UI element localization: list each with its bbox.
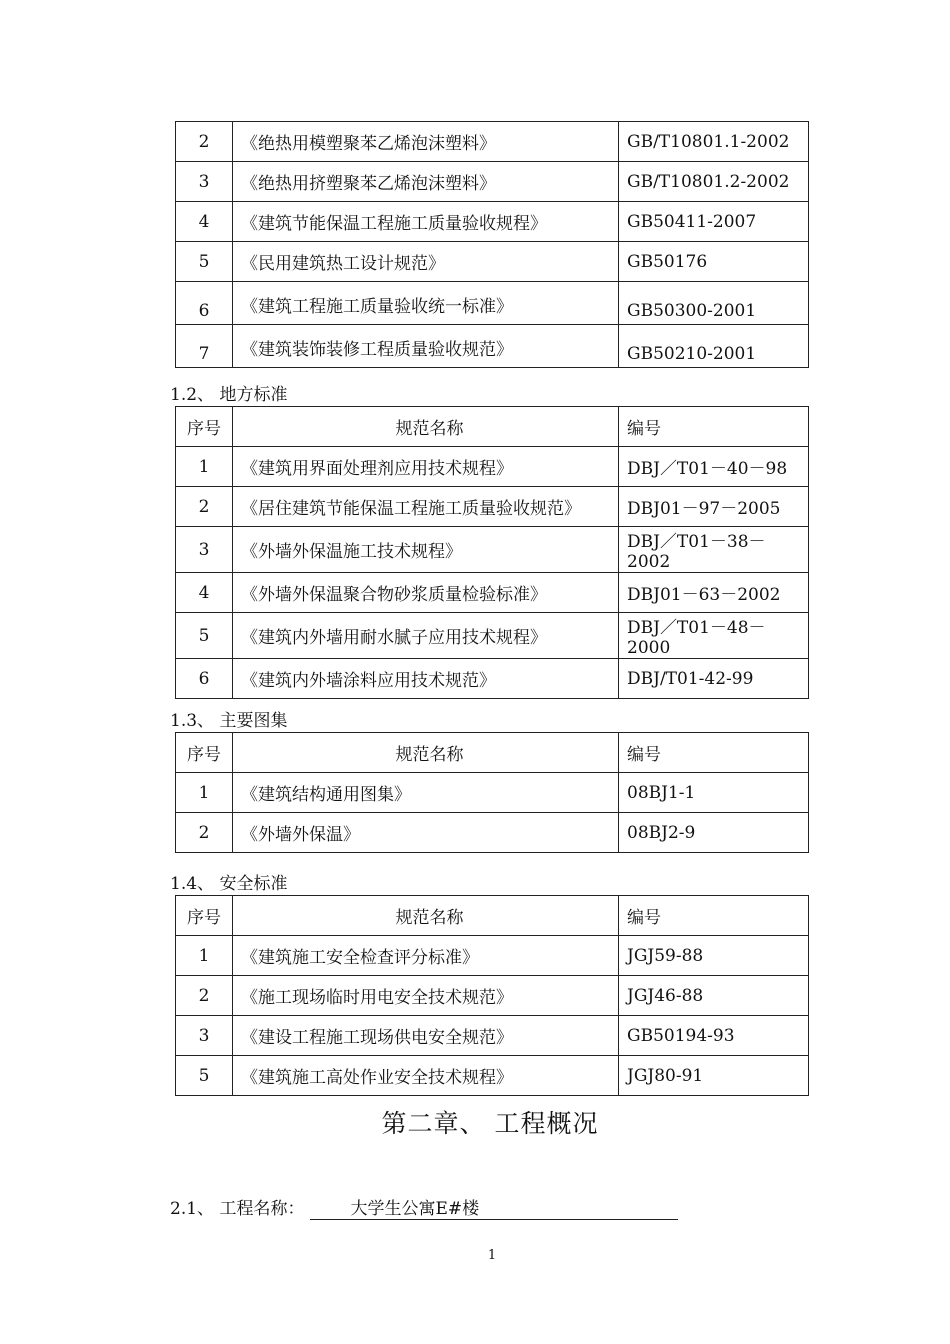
row-number: 6 bbox=[176, 659, 233, 699]
row-number: 5 bbox=[176, 613, 233, 659]
standard-code: JGJ59-88 bbox=[619, 936, 809, 976]
standard-name: 《外墙外保温》 bbox=[233, 813, 619, 853]
standard-code: DBJ／T01－48－2000 bbox=[619, 613, 809, 659]
row-number: 2 bbox=[176, 122, 233, 162]
table-row bbox=[176, 162, 809, 202]
table-row bbox=[176, 659, 809, 699]
section-heading-main-atlas: 1.3、 主要图集 bbox=[170, 711, 288, 731]
standard-name: 《建筑结构通用图集》 bbox=[233, 773, 619, 813]
table-row bbox=[176, 487, 809, 527]
standard-code: DBJ01－97－2005 bbox=[619, 487, 809, 527]
header-code: 编号 bbox=[619, 407, 809, 447]
national-standards-table bbox=[175, 121, 809, 368]
table-row bbox=[176, 936, 809, 976]
header-code: 编号 bbox=[619, 896, 809, 936]
row-number: 1 bbox=[176, 773, 233, 813]
header-number: 序号 bbox=[176, 896, 233, 936]
row-number: 5 bbox=[176, 242, 233, 282]
standard-name: 《外墙外保温施工技术规程》 bbox=[233, 527, 619, 573]
header-name: 规范名称 bbox=[233, 896, 619, 936]
row-number: 7 bbox=[176, 325, 233, 368]
standard-name: 《建筑工程施工质量验收统一标准》 bbox=[233, 282, 619, 325]
header-code: 编号 bbox=[619, 733, 809, 773]
standard-name: 《建筑节能保温工程施工质量验收规程》 bbox=[233, 202, 619, 242]
header-number: 序号 bbox=[176, 407, 233, 447]
section-heading-safety-standards: 1.4、 安全标准 bbox=[170, 874, 288, 894]
project-name-label: 2.1、 工程名称： bbox=[170, 1199, 305, 1219]
standard-code: GB50210-2001 bbox=[619, 325, 809, 368]
table-row bbox=[176, 325, 809, 368]
table-row bbox=[176, 613, 809, 659]
standard-code: 08BJ2-9 bbox=[619, 813, 809, 853]
safety-standards-table bbox=[175, 895, 809, 1096]
table-row bbox=[176, 122, 809, 162]
row-number: 3 bbox=[176, 162, 233, 202]
table-row bbox=[176, 447, 809, 487]
standard-code: 08BJ1-1 bbox=[619, 773, 809, 813]
row-number: 2 bbox=[176, 976, 233, 1016]
standard-code: DBJ／T01－40－98 bbox=[619, 447, 809, 487]
table-row bbox=[176, 573, 809, 613]
standard-code: GB50194-93 bbox=[619, 1016, 809, 1056]
table-header-row bbox=[176, 407, 809, 447]
standard-name: 《建筑装饰装修工程质量验收规范》 bbox=[233, 325, 619, 368]
standard-name: 《施工现场临时用电安全技术规范》 bbox=[233, 976, 619, 1016]
row-number: 1 bbox=[176, 936, 233, 976]
page-number: 1 bbox=[487, 1248, 497, 1263]
standard-name: 《建筑用界面处理剂应用技术规程》 bbox=[233, 447, 619, 487]
row-number: 3 bbox=[176, 1016, 233, 1056]
standard-name: 《外墙外保温聚合物砂浆质量检验标准》 bbox=[233, 573, 619, 613]
table-row bbox=[176, 202, 809, 242]
standard-name: 《绝热用挤塑聚苯乙烯泡沫塑料》 bbox=[233, 162, 619, 202]
standard-name: 《居住建筑节能保温工程施工质量验收规范》 bbox=[233, 487, 619, 527]
table-row bbox=[176, 1016, 809, 1056]
standard-code: GB50411-2007 bbox=[619, 202, 809, 242]
row-number: 6 bbox=[176, 282, 233, 325]
project-name-line bbox=[170, 1194, 678, 1220]
header-name: 规范名称 bbox=[233, 407, 619, 447]
standard-code: GB50300-2001 bbox=[619, 282, 809, 325]
standard-code: JGJ46-88 bbox=[619, 976, 809, 1016]
table-row bbox=[176, 527, 809, 573]
table-row bbox=[176, 242, 809, 282]
section-heading-local-standards: 1.2、 地方标准 bbox=[170, 385, 288, 405]
standard-code: GB/T10801.1-2002 bbox=[619, 122, 809, 162]
project-name-value: 大学生公寓E#楼 bbox=[310, 1194, 678, 1220]
row-number: 3 bbox=[176, 527, 233, 573]
header-number: 序号 bbox=[176, 733, 233, 773]
standard-name: 《建筑施工高处作业安全技术规程》 bbox=[233, 1056, 619, 1096]
row-number: 2 bbox=[176, 487, 233, 527]
standard-name: 《建筑内外墙用耐水腻子应用技术规程》 bbox=[233, 613, 619, 659]
table-row bbox=[176, 282, 809, 325]
standard-code: JGJ80-91 bbox=[619, 1056, 809, 1096]
standard-name: 《建筑内外墙涂料应用技术规范》 bbox=[233, 659, 619, 699]
table-header-row bbox=[176, 733, 809, 773]
standard-code: GB/T10801.2-2002 bbox=[619, 162, 809, 202]
standard-name: 《绝热用模塑聚苯乙烯泡沫塑料》 bbox=[233, 122, 619, 162]
standard-code: GB50176 bbox=[619, 242, 809, 282]
standard-name: 《民用建筑热工设计规范》 bbox=[233, 242, 619, 282]
standard-code: DBJ01－63－2002 bbox=[619, 573, 809, 613]
table-row bbox=[176, 976, 809, 1016]
table-header-row bbox=[176, 896, 809, 936]
row-number: 4 bbox=[176, 573, 233, 613]
table-row bbox=[176, 1056, 809, 1096]
table-row bbox=[176, 773, 809, 813]
row-number: 4 bbox=[176, 202, 233, 242]
standard-code: DBJ/T01-42-99 bbox=[619, 659, 809, 699]
standard-name: 《建筑施工安全检查评分标准》 bbox=[233, 936, 619, 976]
standard-name: 《建设工程施工现场供电安全规范》 bbox=[233, 1016, 619, 1056]
row-number: 1 bbox=[176, 447, 233, 487]
row-number: 5 bbox=[176, 1056, 233, 1096]
row-number: 2 bbox=[176, 813, 233, 853]
atlas-table bbox=[175, 732, 809, 853]
local-standards-table bbox=[175, 406, 809, 699]
header-name: 规范名称 bbox=[233, 733, 619, 773]
chapter-title: 第二章、 工程概况 bbox=[381, 1109, 599, 1138]
standard-code: DBJ／T01－38－2002 bbox=[619, 527, 809, 573]
table-row bbox=[176, 813, 809, 853]
